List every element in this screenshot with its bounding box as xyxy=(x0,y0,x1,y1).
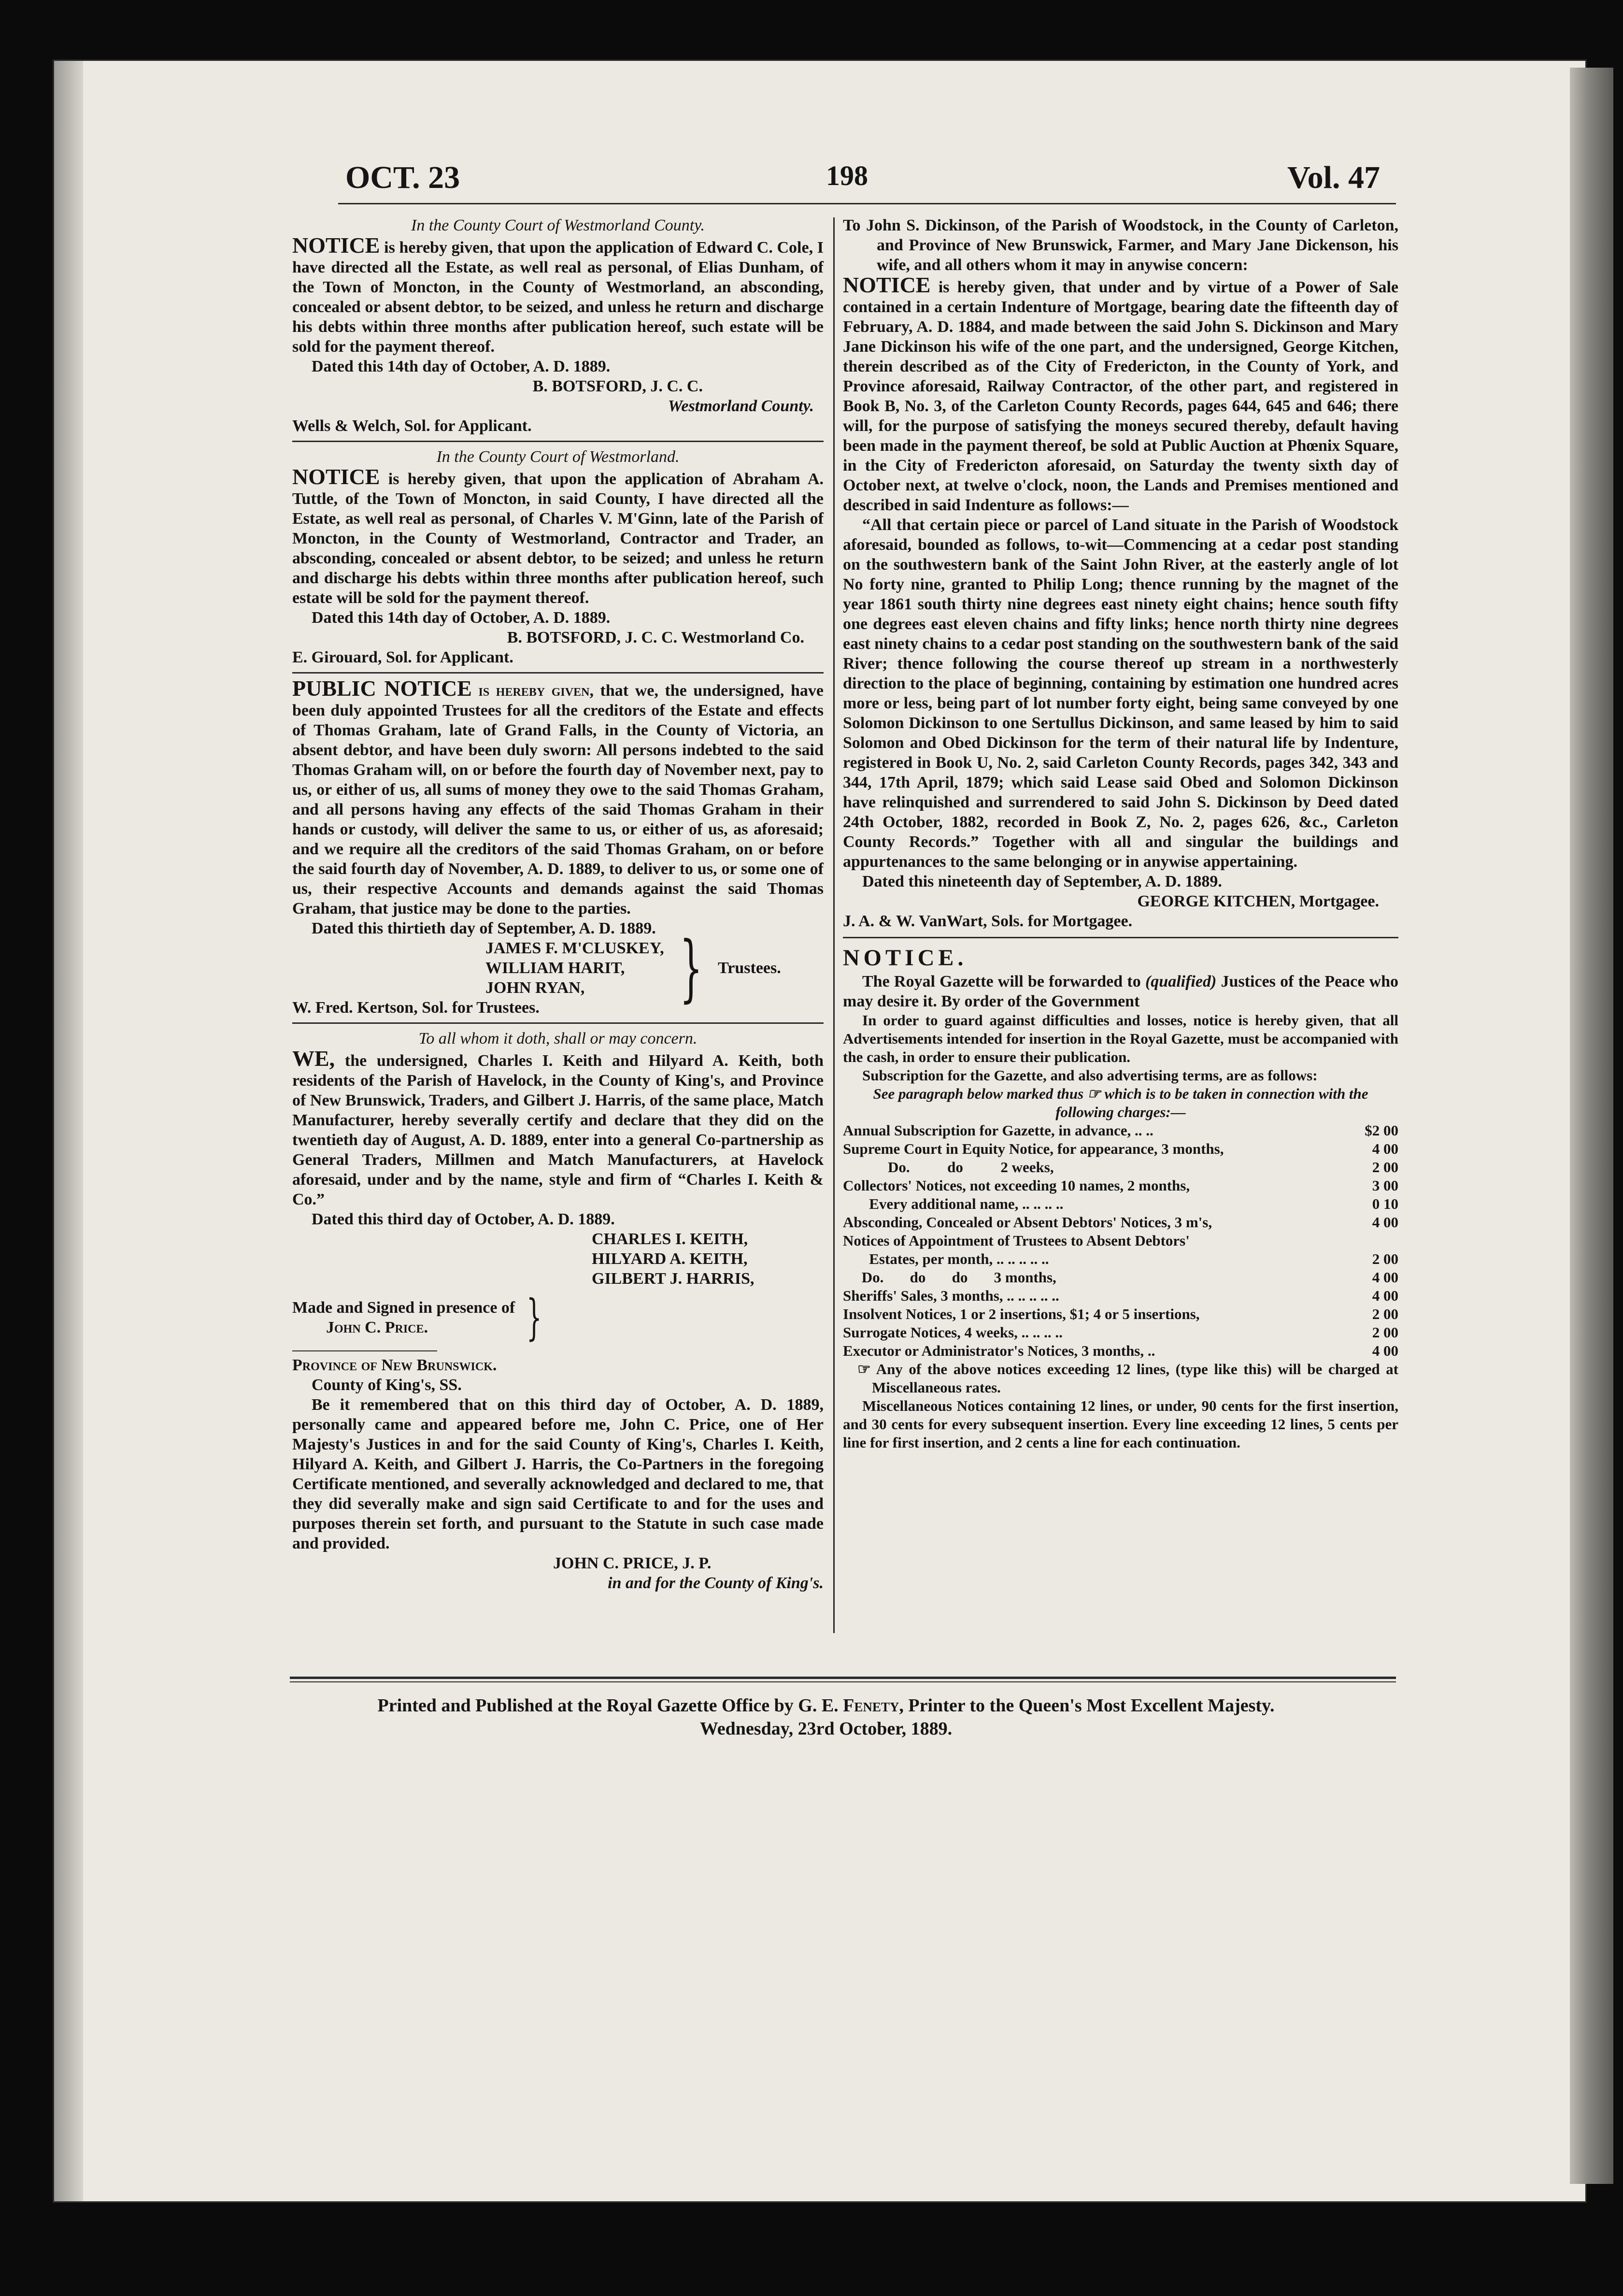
notice-lead: NOTICE xyxy=(292,233,380,258)
notice-dated: Dated this 14th day of October, A. D. 1889. xyxy=(312,358,611,375)
notice-body: is hereby given, that upon the application of Edward C. Cole, I have directed all the Estate, as well real as personal, of Elias Dunham, of the Town of Moncton, in the County of Westmorland, an absconding, concealed or absent debtor, to be seized, and unless he return and discharge his debts within three months after publication hereof, such estate will be sold for the payment thereof. xyxy=(292,239,824,356)
terms-p1a: The Royal Gazette will be forwarded to xyxy=(862,973,1145,990)
brace-glyph: } xyxy=(527,1289,542,1346)
header-date: OCT. 23 xyxy=(345,160,460,195)
notice-kitchen-mortgage xyxy=(843,215,1398,931)
province-line: Province of New Brunswick. xyxy=(292,1356,497,1374)
notice-address: To John S. Dickinson, of the Parish of Woodstock, in the County of Carleton, and Province of New Brunswick, Farmer, and Mary Jane Dickenson, his wife, and all others whom it may in anywise concern: xyxy=(843,216,1398,274)
trustees-label: Trustees. xyxy=(718,959,781,977)
notice-heading: In the County Court of Westmorland County. xyxy=(411,216,705,234)
imprint-date: Wednesday, 23rd October, 1889. xyxy=(699,1719,953,1739)
terms-p1c: Justices of the Peace who may desire it. By order of the Government xyxy=(843,973,1398,1010)
volume-number: Vol. 47 xyxy=(1287,160,1380,195)
trustee-name: JAMES F. M'CLUSKEY, xyxy=(485,939,664,957)
terms-cash-notice: In order to guard against difficulties and losses, notice is hereby given, that all Advertisements intended for insertion in the Royal Gazette, must be accompanied with the cash, in order to ensure their publication. xyxy=(843,1012,1398,1065)
footer-rule xyxy=(290,1677,1396,1679)
imprint xyxy=(270,1694,1381,1740)
fee-row: Every additional name, .. .. .. .. 0 10 xyxy=(843,1195,1398,1212)
header-rule xyxy=(338,203,1396,204)
short-rule xyxy=(292,1350,437,1351)
fee-row: Supreme Court in Equity Notice, for appearance, 3 months, 4 00 xyxy=(843,1140,1398,1157)
notice-dated: Dated this nineteenth day of September, A. D. 1889. xyxy=(862,873,1222,890)
footer-rule-thin xyxy=(290,1681,1396,1682)
section-rule xyxy=(292,672,824,674)
terms-excess-lines: ☞ Any of the above notices exceeding 12 lines, (type like this) will be charged at Miscellaneous rates. xyxy=(857,1361,1398,1396)
section-rule xyxy=(292,1022,824,1024)
notice-body: is hereby given, that upon the application of Abraham A. Tuttle, of the Town of Moncton, in said County, I have directed all the Estate, as well real as personal, of Charles V. M'Ginn, late of the Parish of Moncton, in the County of Westmorland, Contractor and Trader, an absconding, concealed or absent debtor, to be seized; and unless he return and discharge his debts within three months after publication hereof, such estate will be sold for the payment thereof. xyxy=(292,470,824,607)
left-column xyxy=(292,215,824,1593)
notice-lead: NOTICE xyxy=(843,273,931,297)
notice-lead: NOTICE xyxy=(292,464,380,489)
fee-row: Annual Subscription for Gazette, in advance, .. .. $2 00 xyxy=(843,1122,1398,1139)
notice-heading: To all whom it doth, shall or may concern. xyxy=(418,1030,698,1048)
fee-row: Notices of Appointment of Trustees to Absent Debtors' xyxy=(843,1232,1190,1249)
partner-signatures xyxy=(292,1229,824,1289)
partner-name: HILYARD A. KEITH, xyxy=(592,1250,748,1268)
justice-title: in and for the County of King's. xyxy=(608,1574,824,1592)
fee-row: Insolvent Notices, 1 or 2 insertions, $1; 4 or 5 insertions, 2 00 xyxy=(843,1306,1398,1322)
terms-see-paragraph: See paragraph below marked thus ☞ which is to be taken in connection with the following charges:— xyxy=(873,1085,1368,1120)
notice-body: the undersigned, Charles I. Keith and Hilyard A. Keith, both residents of the Parish of Havelock, in the County of King's, and Province of New Brunswick, Traders, and Gilbert J. Harris, of the same place, Match Manufacturer, hereby severally certify and declare that they did on the twentieth day of August, A. D. 1889, enter into a general Co-partnership as General Traders, Millmen and Match Manufacturers, at Havelock aforesaid, under and by the name, style and firm of “Charles I. Keith & Co.” xyxy=(292,1052,824,1208)
fee-row: Executor or Administrator's Notices, 3 months, .. 4 00 xyxy=(843,1342,1398,1359)
notice-body: Be it remembered that on this third day of October, A. D. 1889, personally came and appeared before me, John C. Price, one of Her Majesty's Justices in and for the said County of King's, Charles I. Keith, Hilyard A. Keith, and Gilbert J. Harris, the Co-Partners in the foregoing Certificate mentioned, and severally acknowledged and declared to me, that they did severally make and sign said Certificate to and for the uses and purposes therein set forth, and pursuant to the Statute in such case made and provided. xyxy=(292,1396,824,1552)
notice-dated: Dated this 14th day of October, A. D. 1889. xyxy=(312,609,611,627)
notice-solicitor: Wells & Welch, Sol. for Applicant. xyxy=(292,417,532,435)
witness-block xyxy=(292,1289,824,1347)
mortgagee-signature: GEORGE KITCHEN, Mortgagee. xyxy=(1137,892,1379,910)
notice-solicitor: W. Fred. Kertson, Sol. for Trustees. xyxy=(292,999,540,1017)
fee-row: Sheriffs' Sales, 3 months, .. .. .. .. .. 4 00 xyxy=(843,1287,1398,1304)
partner-name: CHARLES I. KEITH, xyxy=(592,1230,748,1248)
trustee-name: JOHN RYAN, xyxy=(485,979,585,997)
notice-dated: Dated this third day of October, A. D. 1889. xyxy=(312,1210,615,1228)
trustee-name: WILLIAM HARIT, xyxy=(485,959,625,977)
column-divider xyxy=(833,217,835,1633)
imprint-line: Printed and Published at the Royal Gazette Office by G. E. Fenety, Printer to the Queen's Most Excellent Majesty. xyxy=(377,1695,1275,1716)
land-description: “All that certain piece or parcel of Land situate in the Parish of Woodstock aforesaid, bounded as follows, to-wit—Commencing at a cedar post standing on the southwestern bank of the Saint John River, at the easterly angle of lot No forty nine, granted to Philip Long; thence running by the magnet of the year 1861 south thirty nine degrees east ninety eight chains; hence south fifty one degrees east eleven chains and fifty links; hence north thirty nine degrees east ninety chains to a cedar post standing on the southwestern bank of the said River; thence following the course thereof up stream in a northwesterly direction to the place of beginning, containing by estimation one hundred acres more or less, being part of lot number forty eight, being same conveyed by one Solomon Dickinson to one Sertullus Dickinson, and same leased by him to said Solomon and Obed Dickinson for the term of their natural life by Indenture, registered in Book U, No. 2, said Carleton County Records, pages 342, 343 and 344, 17th April, 1879; which said Lease said Obed and Solomon Dickinson have relinquished and surrendered to said John S. Dickinson by Deed dated 24th October, 1882, recorded in Book Z, No. 2, pages 626, &c., Carleton County Records.” Together with all and singular the buildings and appurtenances to the same belonging or in anywise appertaining. xyxy=(843,516,1398,871)
notice-dunham xyxy=(292,215,824,436)
witness-name: John C. Price. xyxy=(326,1319,428,1336)
fee-row: Do. do do 3 months, 4 00 xyxy=(843,1269,1398,1286)
section-rule xyxy=(292,441,824,442)
fee-row: Collectors' Notices, not exceeding 10 names, 2 months, 3 00 xyxy=(843,1177,1398,1194)
terms-p1b: (qualified) xyxy=(1145,973,1217,990)
notice-solicitor: E. Girouard, Sol. for Applicant. xyxy=(292,648,513,666)
page-edge-stack xyxy=(1570,68,1613,2184)
notice-mginn xyxy=(292,447,824,667)
notice-body: is hereby given, that under and by virtue of a Power of Sale contained in a certain Indenture of Mortgage, bearing date the fifteenth day of February, A. D. 1884, and made between the said John S. Dickinson and Mary Jane Dickinson his wife of the one part, and the undersigned, George Kitchen, therein described as of the City of Fredericton, in the County of York, and Province aforesaid, Railway Contractor, of the other part, and registered in Book B, No. 3, of the Carleton County Records, pages 644, 645 and 646; there will, for the purpose of satisfying the moneys secured thereby, default having been made in the payment thereof, be sold at Public Auction at Phœnix Square, in the City of Fredericton aforesaid, on Saturday the twenty sixth day of October next, at twelve o'clock, noon, the Lands and Premises mentioned and described in said Indenture as follows:— xyxy=(843,278,1398,514)
binding-edge xyxy=(54,61,83,2201)
notice-signature: B. BOTSFORD, J. C. C. Westmorland Co. xyxy=(507,629,804,646)
page-number: 198 xyxy=(826,160,868,191)
gazette-terms-notice xyxy=(843,945,1398,1452)
terms-miscellaneous: Miscellaneous Notices containing 12 lines, or under, 90 cents for the first insertion, and 30 cents for every subsequent insertion. Every line exceeding 12 lines, 5 cents per line for first insertion, and 2 cents a line for each continuation. xyxy=(843,1397,1398,1451)
right-column xyxy=(843,215,1398,1452)
notice-body: that we, the undersigned, have been duly appointed Trustees for all the creditors of the Estate and effects of Thomas Graham, late of Grand Falls, in the County of Victoria, an absent debtor, and have been duly sworn: All persons indebted to the said Thomas Graham will, on or before the fourth day of November next, pay to us, or either of us, all sums of money they owe to the said Thomas Graham, and all persons having any effects of the said Thomas Graham in their hands or custody, will deliver the same to us, or either of us, as aforesaid; and we require all the creditors of the said Thomas Graham, on or before the said fourth day of November, A. D. 1889, to deliver to us, or some one of us, their respective Accounts and demands against the said Thomas Graham, that justice may be done to the parties. xyxy=(292,682,824,918)
fee-row: Surrogate Notices, 4 weeks, .. .. .. .. 2 00 xyxy=(843,1324,1398,1341)
notice-heading: In the County Court of Westmorland. xyxy=(436,448,680,466)
notice-lead: PUBLIC NOTICE xyxy=(292,676,472,701)
terms-subscription-intro: Subscription for the Gazette, and also advertising terms, are as follows: xyxy=(862,1067,1318,1084)
notice-dated: Dated this thirtieth day of September, A. D. 1889. xyxy=(312,919,656,937)
notice-title: NOTICE. xyxy=(843,945,968,971)
county-line: County of King's, SS. xyxy=(312,1376,462,1394)
partner-name: GILBERT J. HARRIS, xyxy=(592,1270,755,1288)
fee-row: Do. do 2 weeks, 2 00 xyxy=(843,1159,1398,1176)
notice-signature: B. BOTSFORD, J. C. C. xyxy=(532,377,703,395)
brace-glyph: } xyxy=(679,926,703,1010)
section-rule xyxy=(843,937,1398,938)
notice-lead-caps: is hereby given, xyxy=(471,682,594,700)
fee-table xyxy=(843,1121,1398,1360)
justice-signature: JOHN C. PRICE, J. P. xyxy=(553,1554,712,1572)
witness-label: Made and Signed in presence of xyxy=(292,1299,515,1317)
notice-solicitor: J. A. & W. VanWart, Sols. for Mortgagee. xyxy=(843,912,1133,930)
notice-keith-partnership xyxy=(292,1029,824,1593)
notice-graham-trustees xyxy=(292,678,824,1018)
notice-signature-title: Westmorland County. xyxy=(668,397,814,415)
fee-row: Absconding, Concealed or Absent Debtors' Notices, 3 m's, 4 00 xyxy=(843,1214,1398,1231)
fee-row: Estates, per month, .. .. .. .. .. 2 00 xyxy=(843,1250,1398,1267)
notice-lead: WE, xyxy=(292,1046,335,1071)
